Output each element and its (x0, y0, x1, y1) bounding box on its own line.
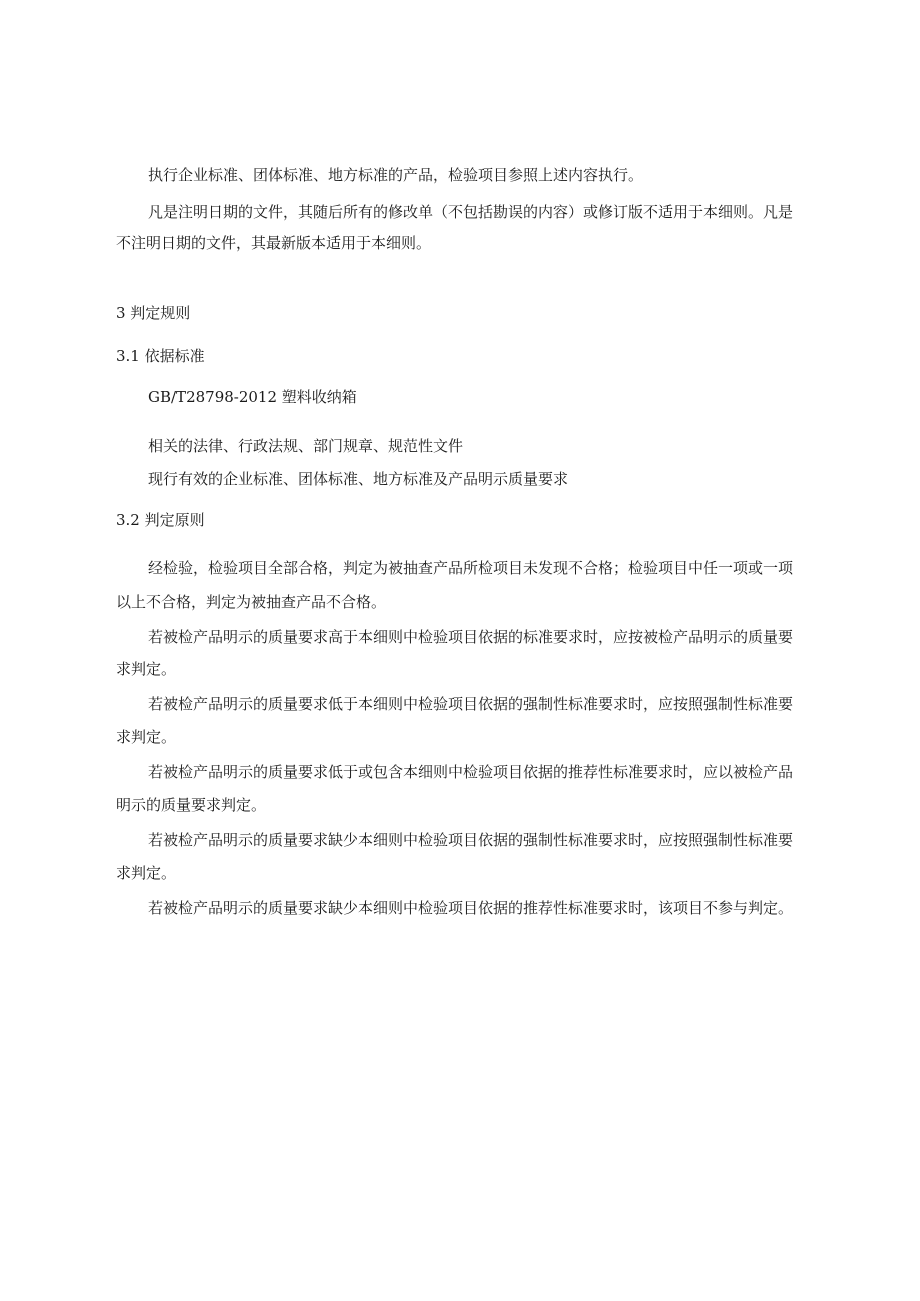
section-3-heading: 3 判定规则 (116, 304, 191, 322)
principle-1-line-1: 经检验，检验项目全部合格，判定为被抽查产品所检项目未发现不合格；检验项目中任一项或一项 (148, 559, 794, 577)
principle-5-line-2: 求判定。 (116, 864, 177, 882)
principle-4-line-2: 明示的质量要求判定。 (116, 796, 267, 814)
intro-paragraph-2-line-2: 不注明日期的文件，其最新版本适用于本细则。 (116, 234, 432, 252)
principle-2-line-1: 若被检产品明示的质量要求高于本细则中检验项目依据的标准要求时，应按被检产品明示的质量要 (148, 628, 794, 646)
principle-2-line-2: 求判定。 (116, 660, 177, 678)
section-3-1-heading: 3.1 依据标准 (116, 347, 205, 365)
standard-item-1: GB/T28798-2012 塑料收纳箱 (148, 388, 357, 406)
section-3-2-heading: 3.2 判定原则 (116, 511, 205, 529)
intro-paragraph-1: 执行企业标准、团体标准、地方标准的产品，检验项目参照上述内容执行。 (148, 166, 644, 184)
intro-paragraph-2-line-1: 凡是注明日期的文件，其随后所有的修改单（不包括勘误的内容）或修订版不适用于本细则。凡是 (148, 203, 794, 221)
principle-3-line-2: 求判定。 (116, 728, 177, 746)
principle-1-line-2: 以上不合格，判定为被抽查产品不合格。 (116, 593, 387, 611)
principle-4-line-1: 若被检产品明示的质量要求低于或包含本细则中检验项目依据的推荐性标准要求时，应以被检产品 (148, 763, 794, 781)
standard-item-3: 现行有效的企业标准、团体标准、地方标准及产品明示质量要求 (148, 470, 569, 488)
standard-item-2: 相关的法律、行政法规、部门规章、规范性文件 (148, 437, 464, 455)
principle-3-line-1: 若被检产品明示的质量要求低于本细则中检验项目依据的强制性标准要求时，应按照强制性标准要 (148, 695, 794, 713)
principle-6-line-1: 若被检产品明示的质量要求缺少本细则中检验项目依据的推荐性标准要求时，该项目不参与判定。 (148, 899, 794, 917)
principle-5-line-1: 若被检产品明示的质量要求缺少本细则中检验项目依据的强制性标准要求时，应按照强制性标准要 (148, 831, 794, 849)
